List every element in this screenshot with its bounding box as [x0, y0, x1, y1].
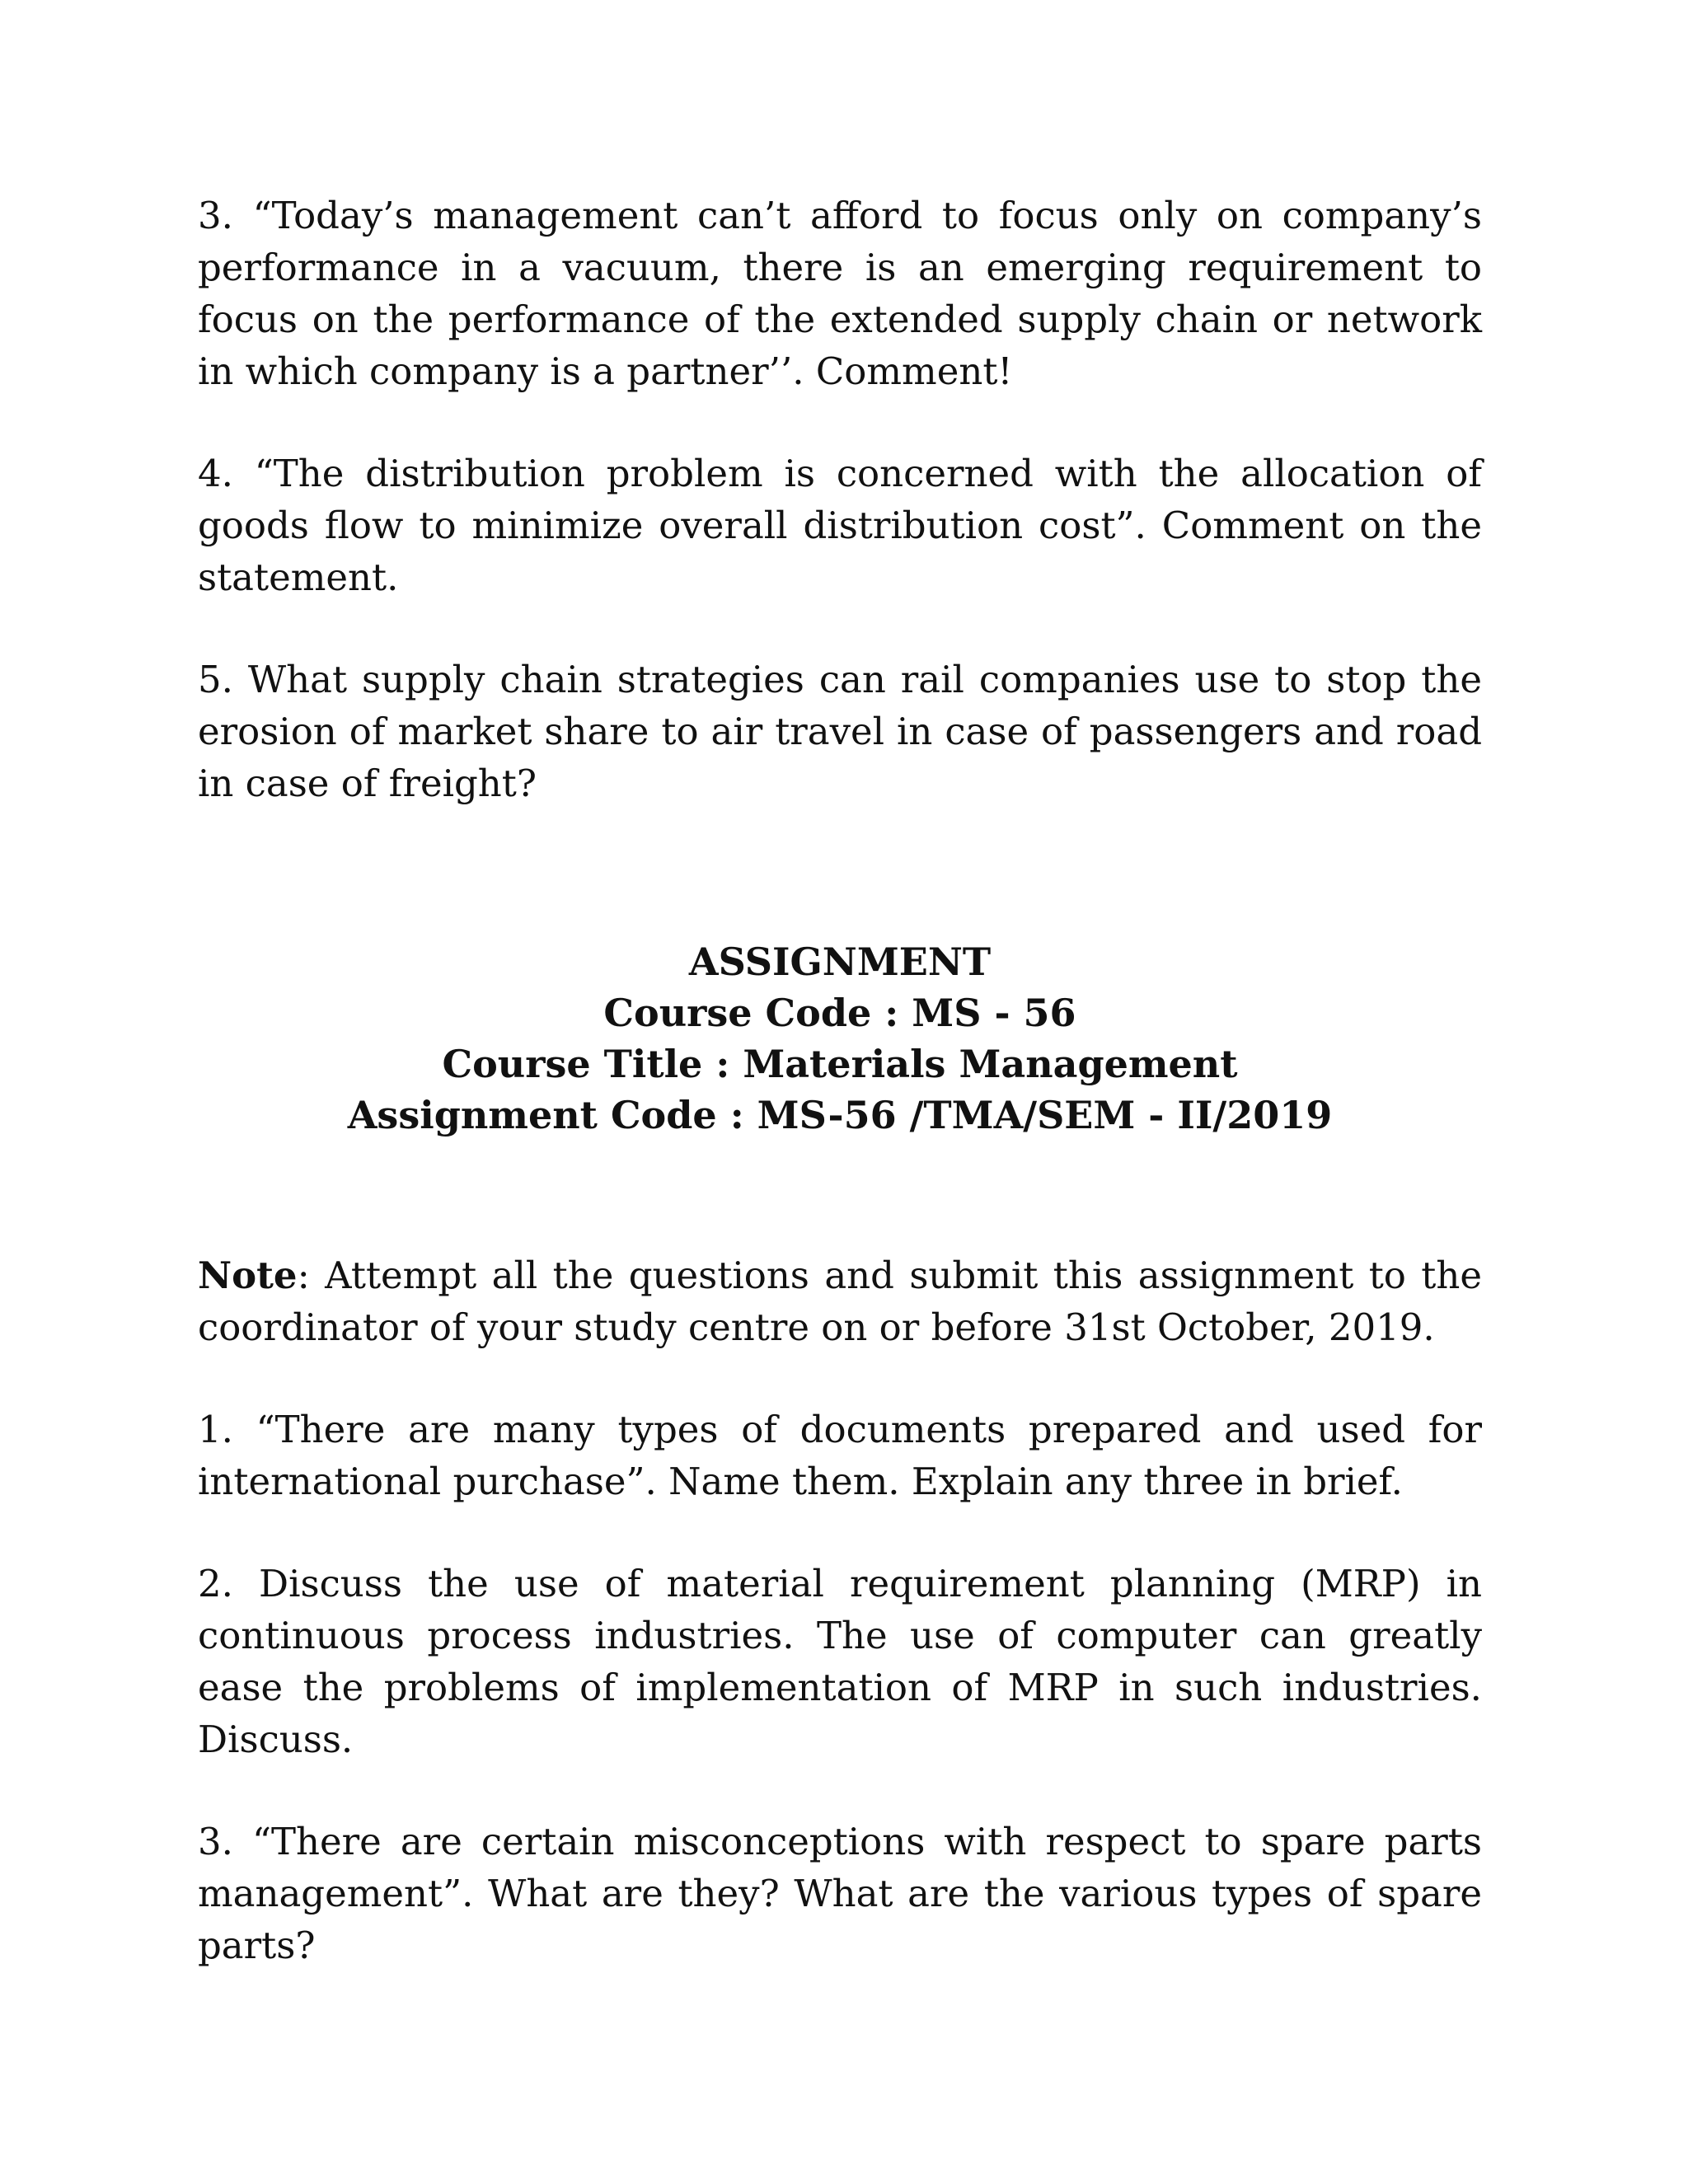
- previous-question-5: 5. What supply chain strategies can rail companies use to stop the erosion of market share to air travel in case of passengers and road in case of freight?: [198, 658, 1482, 805]
- previous-question-3: 3. “Today’s management can’t afford to focus only on company’s performance in a vacuum, there is an emerging requirement to focus on the performance of the extended supply chain or network in which company is a partner’’. Comment!: [198, 194, 1482, 393]
- note-text: : Attempt all the questions and submit this assignment to the coordinator of your study centre on or before 31st October, 2019.: [198, 1254, 1482, 1349]
- document-page: [198, 190, 1482, 1971]
- note-paragraph: [198, 1249, 1482, 1353]
- course-title: Course Title : Materials Management: [442, 1042, 1238, 1086]
- assignment-code: Assignment Code : MS-56 /TMA/SEM - II/2019: [347, 1093, 1333, 1137]
- note-label: Note: [198, 1254, 298, 1297]
- question-3: 3. “There are certain misconceptions with respect to spare parts management”. What are they? What are the various types of spare parts?: [198, 1820, 1482, 1967]
- assignment-header: [198, 936, 1482, 1141]
- question-2: 2. Discuss the use of material requirement planning (MRP) in continuous process industries. The use of computer can greatly ease the problems of implementation of MRP in such industries. Discuss.: [198, 1562, 1482, 1761]
- assignment-title: ASSIGNMENT: [688, 940, 992, 984]
- question-1: 1. “There are many types of documents prepared and used for international purchase”. Name them. Explain any three in brief.: [198, 1408, 1482, 1503]
- previous-question-4: 4. “The distribution problem is concerned with the allocation of goods flow to minimize overall distribution cost”. Comment on the statement.: [198, 452, 1482, 599]
- course-code: Course Code : MS - 56: [603, 991, 1076, 1035]
